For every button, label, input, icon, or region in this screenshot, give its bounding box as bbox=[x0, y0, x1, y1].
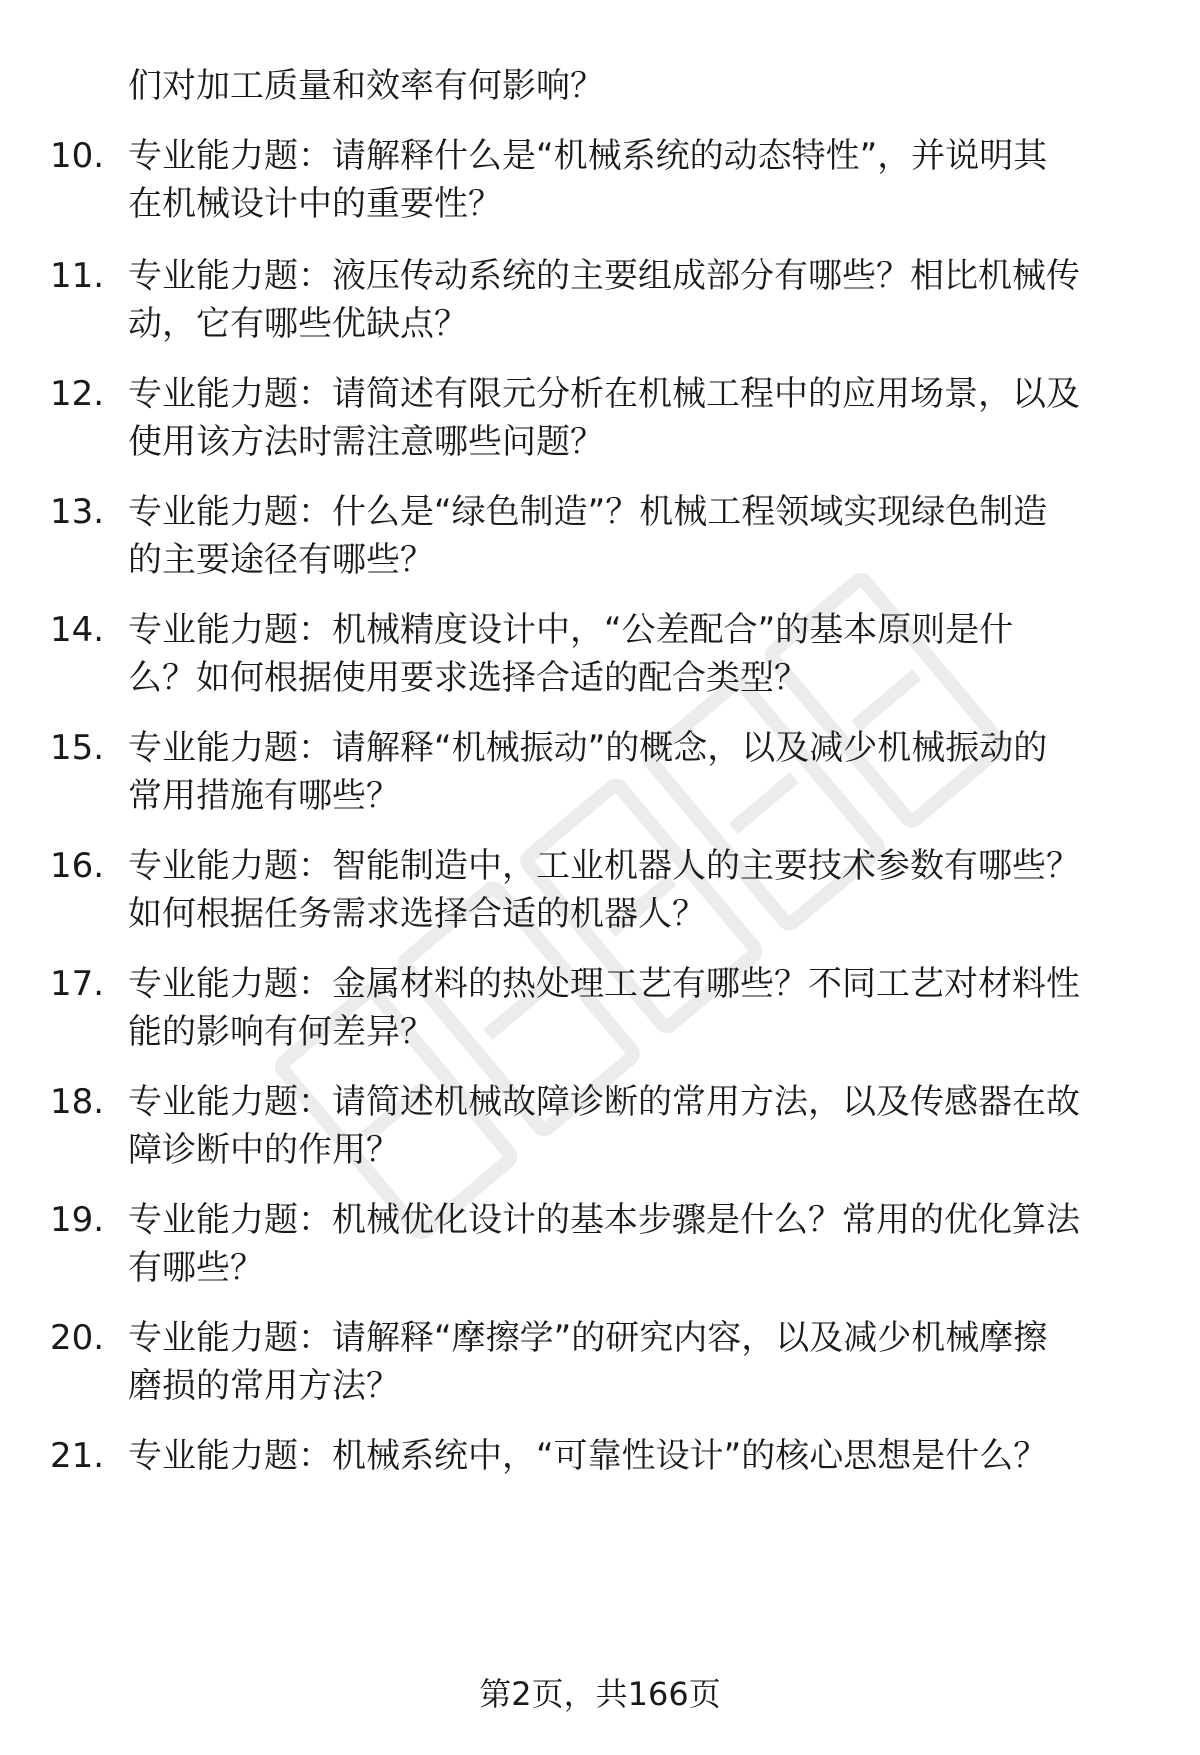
item-line: 么？如何根据使用要求选择合适的配合类型？ bbox=[128, 658, 808, 698]
item-line: 专业能力题：智能制造中，工业机器人的主要技术参数有哪些？ bbox=[128, 846, 1080, 886]
item-line: 专业能力题：请解释“机械振动”的概念，以及减少机械振动的 bbox=[128, 728, 1048, 768]
item-text bbox=[128, 1432, 1138, 1480]
list-item bbox=[0, 1432, 1200, 1532]
item-line: 专业能力题：请简述有限元分析在机械工程中的应用场景，以及 bbox=[128, 374, 1080, 414]
item-number: 13. bbox=[50, 492, 105, 532]
item-line: 磨损的常用方法？ bbox=[128, 1366, 400, 1406]
list-item bbox=[0, 1314, 1200, 1414]
item-line: 专业能力题：机械精度设计中，“公差配合”的基本原则是什 bbox=[128, 610, 1014, 650]
item-line: 专业能力题：液压传动系统的主要组成部分有哪些？相比机械传 bbox=[128, 256, 1080, 296]
item-line: 有哪些？ bbox=[128, 1248, 264, 1288]
item-number: 18. bbox=[50, 1082, 105, 1122]
item-number: 12. bbox=[50, 374, 105, 414]
item-text bbox=[128, 842, 1138, 938]
list-item bbox=[0, 842, 1200, 942]
item-number: 17. bbox=[50, 964, 105, 1004]
item-text bbox=[128, 1078, 1138, 1174]
item-line: 专业能力题：请简述机械故障诊断的常用方法，以及传感器在故 bbox=[128, 1082, 1080, 1122]
item-line: 常用措施有哪些？ bbox=[128, 776, 400, 816]
item-line: 专业能力题：请解释什么是“机械系统的动态特性”，并说明其 bbox=[128, 136, 1048, 176]
list-item bbox=[0, 1078, 1200, 1178]
item-text bbox=[128, 252, 1138, 348]
item-line: 专业能力题：请解释“摩擦学”的研究内容，以及减少机械摩擦 bbox=[128, 1318, 1048, 1358]
item-line: 动，它有哪些优缺点？ bbox=[128, 304, 468, 344]
item-number: 11. bbox=[50, 256, 105, 296]
item-number: 10. bbox=[50, 136, 105, 176]
item-text bbox=[128, 1196, 1138, 1292]
item-number: 16. bbox=[50, 846, 105, 886]
item-number: 14. bbox=[50, 610, 105, 650]
item-text bbox=[128, 488, 1138, 584]
item-text bbox=[128, 724, 1138, 820]
item-line: 专业能力题：机械系统中，“可靠性设计”的核心思想是什么？ bbox=[128, 1436, 1048, 1476]
item-text bbox=[128, 606, 1138, 702]
item-text bbox=[128, 1314, 1138, 1410]
page-footer: 第2页，共166页 bbox=[479, 1675, 721, 1713]
item-number: 19. bbox=[50, 1200, 105, 1240]
item-text bbox=[128, 132, 1138, 228]
list-item bbox=[0, 252, 1200, 352]
item-text bbox=[128, 370, 1138, 466]
item-line: 专业能力题：金属材料的热处理工艺有哪些？不同工艺对材料性 bbox=[128, 964, 1080, 1004]
list-item bbox=[0, 132, 1200, 232]
item-line: 使用该方法时需注意哪些问题？ bbox=[128, 422, 604, 462]
continued-line: 们对加工质量和效率有何影响？ bbox=[128, 66, 604, 106]
item-number: 21. bbox=[50, 1436, 105, 1476]
item-line: 专业能力题：什么是“绿色制造”？机械工程领域实现绿色制造 bbox=[128, 492, 1048, 532]
item-line: 能的影响有何差异？ bbox=[128, 1012, 434, 1052]
item-line: 如何根据任务需求选择合适的机器人？ bbox=[128, 894, 706, 934]
item-line: 专业能力题：机械优化设计的基本步骤是什么？常用的优化算法 bbox=[128, 1200, 1080, 1240]
item-number: 20. bbox=[50, 1318, 105, 1358]
list-item bbox=[0, 724, 1200, 824]
list-item bbox=[0, 1196, 1200, 1296]
item-line: 的主要途径有哪些？ bbox=[128, 540, 434, 580]
item-line: 障诊断中的作用？ bbox=[128, 1130, 400, 1170]
list-item bbox=[0, 488, 1200, 588]
item-line: 在机械设计中的重要性？ bbox=[128, 184, 502, 224]
list-item bbox=[0, 370, 1200, 470]
list-item bbox=[0, 960, 1200, 1060]
item-number: 15. bbox=[50, 728, 105, 768]
list-item bbox=[0, 606, 1200, 706]
item-text bbox=[128, 960, 1138, 1056]
